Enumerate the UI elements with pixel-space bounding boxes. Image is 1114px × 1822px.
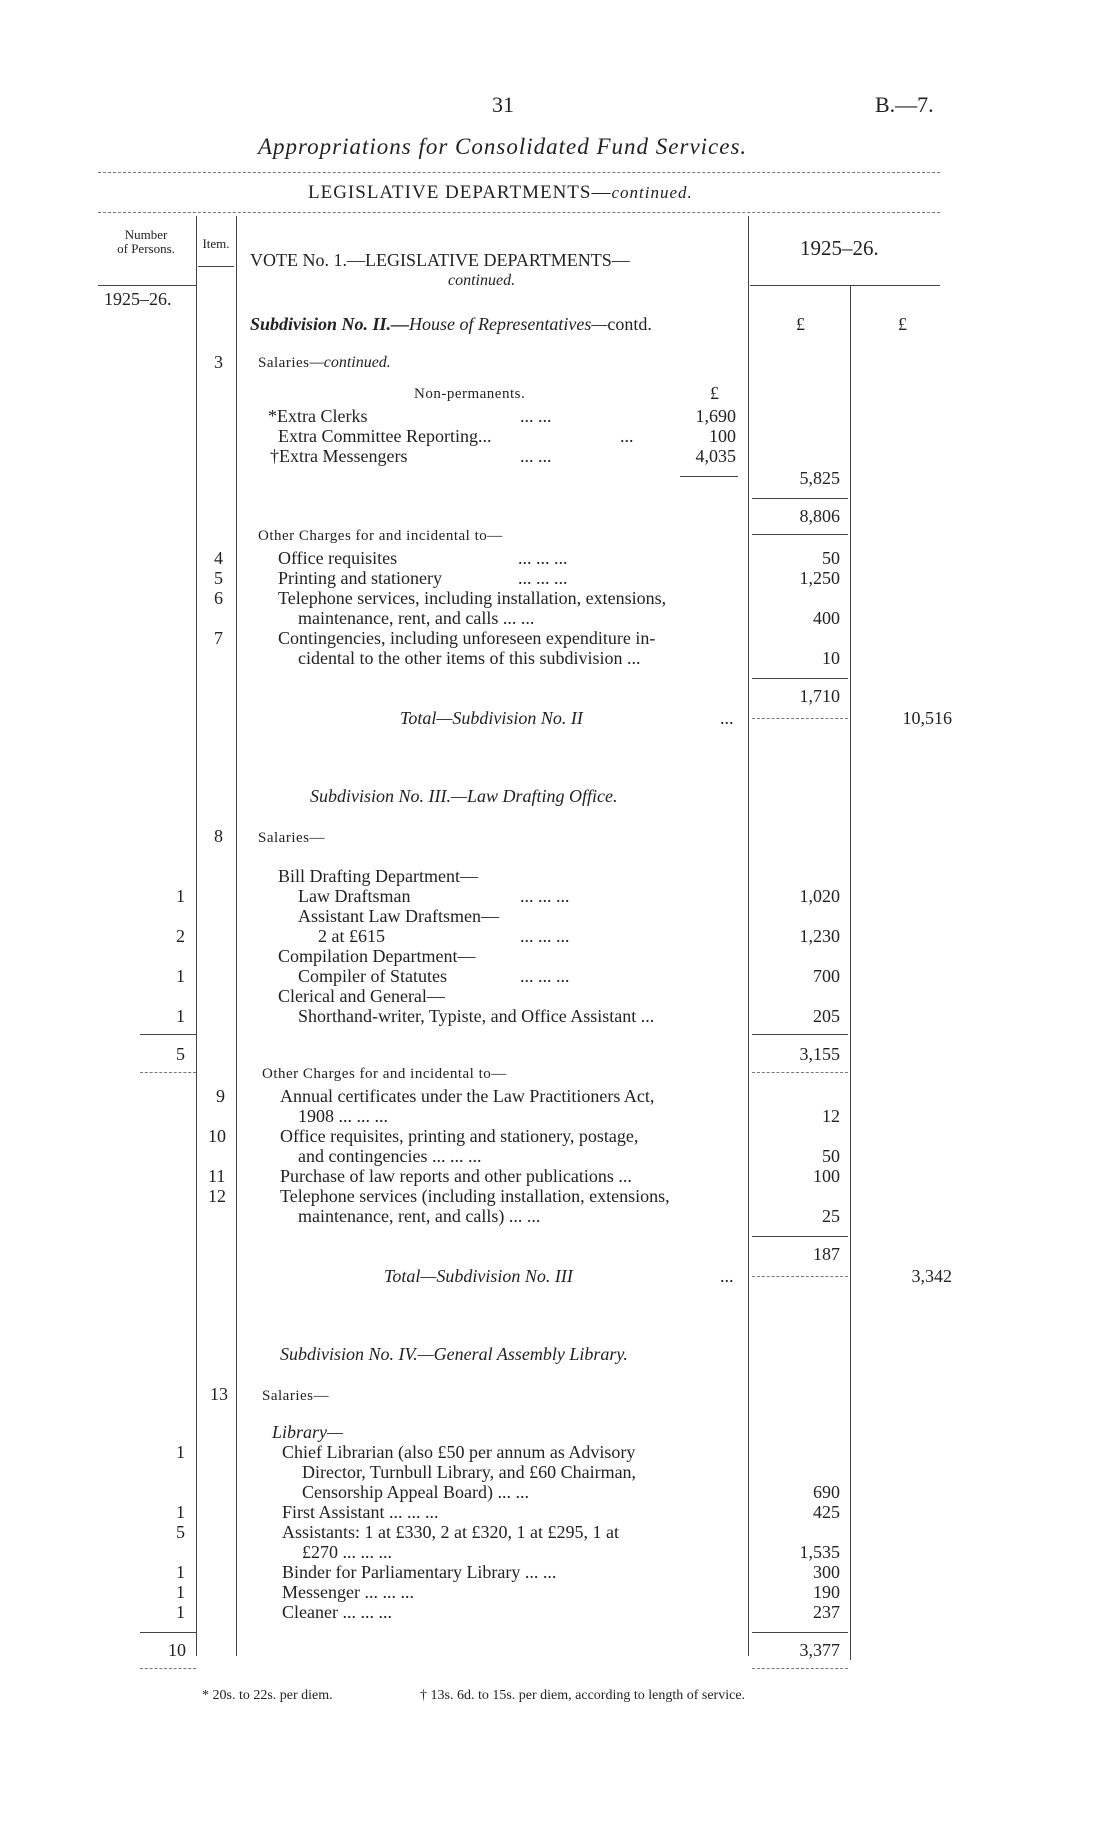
salaries-total: 3,155 — [799, 1044, 840, 1064]
salaries-label: Salaries— — [258, 830, 325, 846]
charge-label: Telephone services, including installation, extensions, — [278, 588, 667, 608]
np-value: 4,035 — [695, 446, 736, 466]
subdivision-ii-prefix: Subdivision No. II.— — [250, 314, 410, 334]
item-column-divider — [236, 216, 237, 1656]
department-label: Clerical and General— — [278, 986, 445, 1006]
position-label: First Assistant ... ... ... — [282, 1502, 439, 1522]
other-charges-heading: Other Charges for and incidental to— — [262, 1066, 507, 1082]
position-dots: ... ... ... — [520, 966, 570, 986]
np-dots: ... ... — [520, 446, 552, 466]
subdivision-ii-total: 10,516 — [902, 708, 952, 728]
salaries-continued — [258, 354, 391, 372]
position-label: Shorthand-writer, Typiste, and Office Assistant ... — [298, 1006, 655, 1026]
item-number: 9 — [216, 1086, 225, 1106]
persons-count: 1 — [176, 1006, 185, 1026]
subdivision-ii-total-rule — [752, 718, 848, 719]
department-label: Bill Drafting Department— — [278, 866, 478, 886]
persons-total-rule — [140, 1668, 196, 1669]
department-heading — [308, 182, 693, 204]
charge-label-continued: maintenance, rent, and calls ... ... — [298, 608, 535, 628]
item-header: Item. — [202, 236, 230, 251]
persons-sum-rule — [140, 1632, 196, 1633]
item-number: 11 — [208, 1166, 226, 1186]
charges-total: 1,710 — [799, 686, 840, 706]
persons-header-rule — [98, 285, 196, 286]
amount-year: 1925–26. — [800, 236, 879, 260]
subdivision-ii-suffix: contd. — [607, 314, 652, 334]
np-value: 1,690 — [695, 406, 736, 426]
position-label-continued: £270 ... ... ... — [302, 1542, 392, 1562]
np-sum-rule — [680, 476, 738, 477]
position-dots: ... ... ... — [520, 926, 570, 946]
salaries-total-rule — [752, 1072, 848, 1073]
persons-count: 1 — [176, 886, 185, 906]
charge-value: 50 — [822, 1146, 840, 1166]
amount-column-divider — [748, 216, 749, 1656]
persons-count: 1 — [176, 1562, 185, 1582]
position-value: 300 — [813, 1562, 840, 1582]
persons-count: 1 — [176, 1442, 185, 1462]
persons-total: 5 — [176, 1044, 185, 1064]
item-number: 13 — [210, 1384, 228, 1404]
number-of-persons-header — [98, 228, 194, 256]
persons-count: 1 — [176, 1582, 185, 1602]
charge-label-continued: 1908 ... ... ... — [298, 1106, 388, 1126]
page-title: Appropriations for Consolidated Fund Services. — [258, 134, 748, 159]
np-total: 5,825 — [799, 468, 840, 488]
persons-total-rule — [140, 1072, 196, 1073]
charge-label: Purchase of law reports and other publications ... — [280, 1166, 632, 1186]
department-continued: continued. — [611, 183, 693, 202]
subdivision-iii-heading: Subdivision No. III.—Law Drafting Office. — [310, 786, 618, 806]
charge-label: Office requisites — [278, 548, 398, 568]
library-label: Library— — [272, 1422, 344, 1442]
department-rule — [98, 212, 940, 213]
salaries-total-rule — [752, 534, 848, 535]
department-name: LEGISLATIVE DEPARTMENTS— — [308, 182, 612, 203]
department-label: Compilation Department— — [278, 946, 476, 966]
charge-value: 1,250 — [799, 568, 840, 588]
charge-label: Telephone services (including installation, extensions, — [280, 1186, 670, 1206]
persons-year: 1925–26. — [104, 289, 172, 309]
position-label: Assistants: 1 at £330, 2 at £320, 1 at £295, 1 at — [282, 1522, 619, 1542]
charges-sum-rule — [752, 1236, 848, 1237]
persons-count: 1 — [176, 966, 185, 986]
vote-title: VOTE No. 1.—LEGISLATIVE DEPARTMENTS— — [250, 250, 630, 270]
np-label: *Extra Clerks — [268, 406, 368, 426]
salaries-sum-rule — [752, 1632, 848, 1633]
position-value: 1,230 — [799, 926, 840, 946]
charge-value: 50 — [822, 548, 840, 568]
item-number: 12 — [208, 1186, 226, 1206]
persons-count: 1 — [176, 1502, 185, 1522]
title-rule — [98, 172, 940, 173]
np-label: †Extra Messengers — [270, 446, 408, 466]
subdivision-ii-name: House of Representatives— — [409, 314, 608, 334]
position-value: 190 — [813, 1582, 840, 1602]
subtotal-column-divider — [850, 285, 851, 1660]
page-number: 31 — [492, 92, 514, 117]
amount-header-rule — [750, 285, 940, 286]
position-label-continued: Censorship Appeal Board) ... ... — [302, 1482, 529, 1502]
salaries-sum-rule — [752, 498, 848, 499]
charge-label: Printing and stationery — [278, 568, 442, 588]
position-value: 690 — [813, 1482, 840, 1502]
footnote-star: * 20s. to 22s. per diem. — [202, 1688, 333, 1703]
position-label: Cleaner ... ... ... — [282, 1602, 392, 1622]
department-label: Assistant Law Draftsmen— — [298, 906, 499, 926]
salaries-continued-text: —continued. — [309, 354, 391, 371]
salaries-total: 3,377 — [799, 1640, 840, 1660]
charge-value: 12 — [822, 1106, 840, 1126]
charge-label-continued: maintenance, rent, and calls) ... ... — [298, 1206, 541, 1226]
position-value: 1,020 — [799, 886, 840, 906]
charge-label-continued: cidental to the other items of this subdivision ... — [298, 648, 641, 668]
np-dots: ... — [620, 426, 634, 446]
np-dots: ... ... — [520, 406, 552, 426]
persons-count: 1 — [176, 1602, 185, 1622]
subdivision-iv-heading: Subdivision No. IV.—General Assembly Library. — [280, 1344, 628, 1364]
item-number: 6 — [214, 588, 223, 608]
charges-total: 187 — [813, 1244, 840, 1264]
charges-sum-rule — [752, 678, 848, 679]
total-dots: ... — [720, 1266, 734, 1286]
item-number: 10 — [208, 1126, 226, 1146]
position-value: 700 — [813, 966, 840, 986]
pound-sign-total: £ — [898, 314, 907, 334]
position-value: 205 — [813, 1006, 840, 1026]
salaries-label: Salaries— — [262, 1388, 329, 1404]
other-charges-heading: Other Charges for and incidental to— — [258, 528, 503, 544]
subdivision-iii-total-rule — [752, 1276, 848, 1277]
position-label: Compiler of Statutes — [298, 966, 447, 986]
persons-sum-rule — [140, 1034, 196, 1035]
position-label: Messenger ... ... ... — [282, 1582, 414, 1602]
item-number: 7 — [214, 628, 223, 648]
persons-header-line-2: of Persons. — [117, 241, 175, 256]
total-dots: ... — [720, 708, 734, 728]
position-dots: ... ... ... — [520, 886, 570, 906]
subdivision-iii-total-label: Total—Subdivision No. III — [384, 1266, 573, 1286]
subdivision-ii-heading — [250, 314, 652, 335]
position-label: 2 at £615 — [318, 926, 385, 946]
footnote-dagger: † 13s. 6d. to 15s. per diem, according to length of service. — [420, 1688, 746, 1703]
salaries-label: Salaries — [258, 355, 310, 371]
vote-continued: continued. — [448, 272, 516, 289]
position-value: 237 — [813, 1602, 840, 1622]
non-permanents-pound: £ — [710, 383, 719, 403]
non-permanents-heading: Non-permanents. — [414, 386, 526, 402]
pound-sign-amount: £ — [796, 314, 805, 334]
item-header-rule — [198, 266, 234, 267]
position-value: 425 — [813, 1502, 840, 1522]
page-reference: B.—7. — [875, 92, 934, 117]
charge-dots: ... ... ... — [518, 548, 568, 568]
charge-label: Office requisites, printing and stationery, postage, — [280, 1126, 639, 1146]
item-number: 8 — [214, 826, 223, 846]
position-label: Binder for Parliamentary Library ... ... — [282, 1562, 557, 1582]
charge-label: Contingencies, including unforeseen expenditure in- — [278, 628, 656, 648]
subdivision-ii-total-label: Total—Subdivision No. II — [400, 708, 583, 728]
persons-column-divider — [196, 216, 197, 1656]
persons-count: 2 — [176, 926, 185, 946]
persons-header-line-1: Number — [124, 227, 168, 242]
np-value: 100 — [709, 426, 736, 446]
charge-value: 400 — [813, 608, 840, 628]
salaries-total: 8,806 — [799, 506, 840, 526]
persons-count: 5 — [176, 1522, 185, 1542]
position-label-continued: Director, Turnbull Library, and £60 Chairman, — [302, 1462, 637, 1482]
charge-dots: ... ... ... — [518, 568, 568, 588]
position-label: Chief Librarian (also £50 per annum as Advisory — [282, 1442, 636, 1462]
position-label: Law Draftsman — [298, 886, 411, 906]
charge-value: 100 — [813, 1166, 840, 1186]
salaries-sum-rule — [752, 1034, 848, 1035]
item-number: 3 — [214, 352, 223, 372]
charge-label-continued: and contingencies ... ... ... — [298, 1146, 482, 1166]
item-number: 5 — [214, 568, 223, 588]
position-value: 1,535 — [799, 1542, 840, 1562]
subdivision-iii-total: 3,342 — [911, 1266, 952, 1286]
charge-label: Annual certificates under the Law Practitioners Act, — [280, 1086, 655, 1106]
np-label: Extra Committee Reporting... — [278, 426, 492, 446]
charge-value: 10 — [822, 648, 840, 668]
persons-total: 10 — [168, 1640, 186, 1660]
salaries-total-rule — [752, 1668, 848, 1669]
item-number: 4 — [214, 548, 223, 568]
charge-value: 25 — [822, 1206, 840, 1226]
